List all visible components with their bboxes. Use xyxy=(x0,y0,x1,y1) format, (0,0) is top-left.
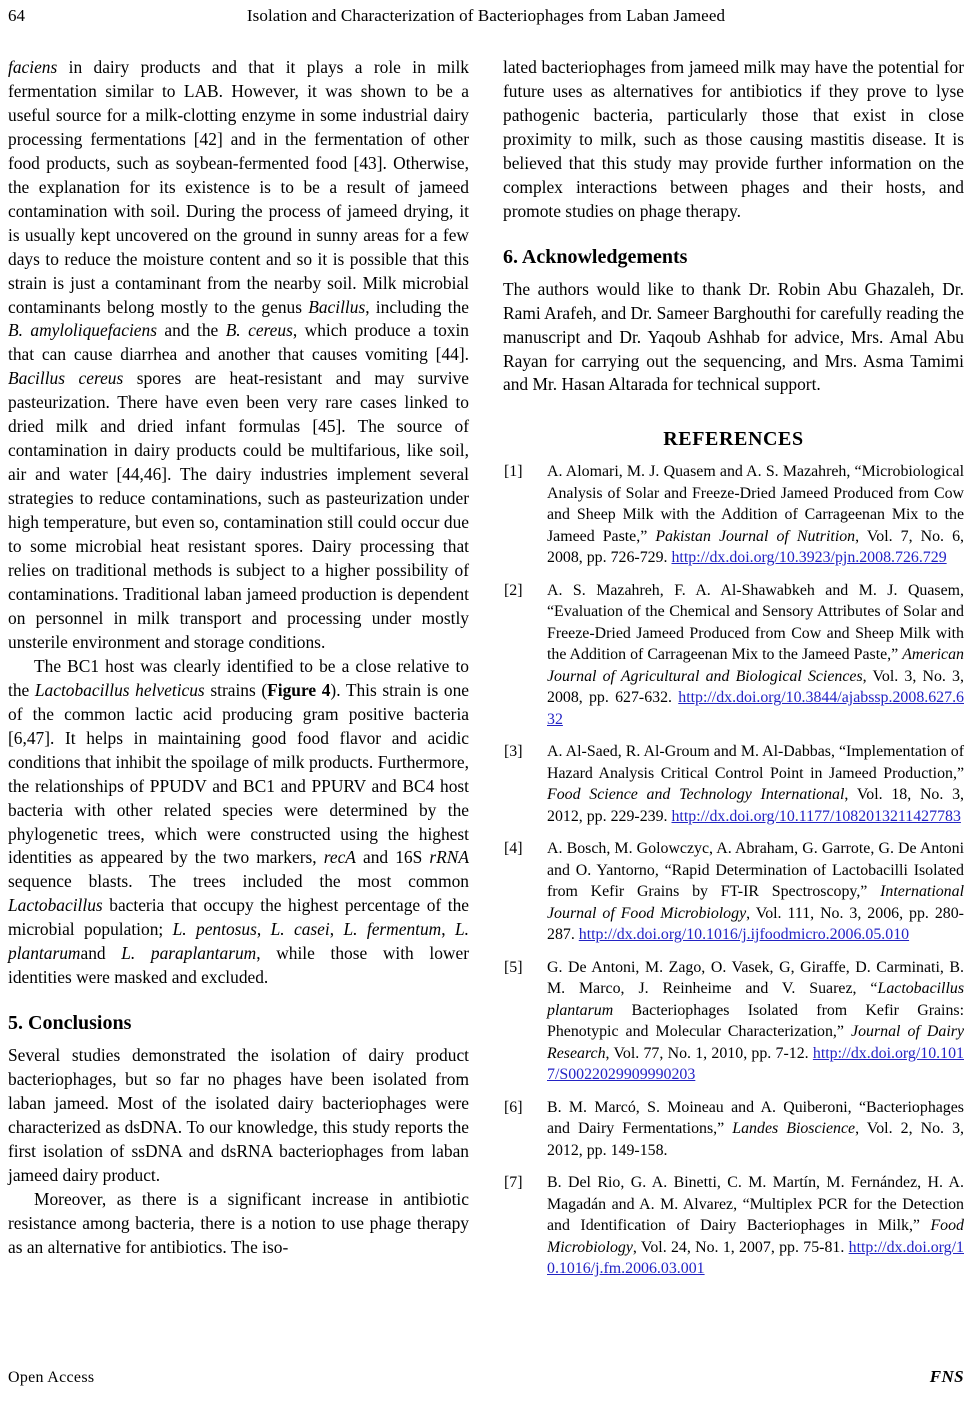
reference-text xyxy=(547,741,964,827)
reference-journal: Food Microbiology xyxy=(547,1217,964,1256)
conclusions-paragraph-2: Moreover, as there is a significant increase in antibiotic resistance among bacteria, there is a notion to use phage therapy as an alternative for antibiotics. The iso- xyxy=(8,1188,469,1257)
reference-authors: A. Al-Saed, R. Al-Groum and M. Al-Dabbas, “Implementation of Hazard Analysis Critical Control Point in Jameed Production,” xyxy=(547,743,964,782)
reference-journal: Journal of Dairy Research xyxy=(547,1023,964,1062)
reference-number: [2] xyxy=(504,581,523,599)
reference-number: [5] xyxy=(504,958,523,976)
reference-journal: American Journal of Agricultural and Biological Sciences xyxy=(547,646,964,685)
par2-run-k: , while those with lower identities were masked and excluded. xyxy=(8,943,469,988)
par1-run-c: and the xyxy=(156,320,226,341)
page-footer xyxy=(8,1367,964,1388)
reference-authors: A. Bosch, M. Golowczyc, A. Abraham, G. Garrote, G. De Antoni and O. Yantorno, “Rapid Determination of Lactobacilli Isolated from Kefir Grains by FT-IR Spectroscopy,” xyxy=(547,840,964,901)
par2-run-a: The BC1 host was clearly identified to be a close relative to the xyxy=(8,655,469,700)
reference-doi-link[interactable]: http://dx.doi.org/10.1017/S0022029909990203 xyxy=(547,1044,964,1084)
reference-doi-link[interactable]: http://dx.doi.org/10.1177/1082013211427783 xyxy=(671,807,961,825)
italic-term-bacillus-cereus: Bacillus cereus xyxy=(8,368,124,389)
reference-authors: B. Del Rio, G. A. Binetti, C. M. Martín, M. Fernández, H. A. Magadán and A. M. Alvarez, “Multiplex PCR for the Detection and Identification of Dairy Bacteriophages in Milk,” xyxy=(547,1174,964,1235)
reference-text xyxy=(547,957,964,1086)
italic-term-l-fermentum: L. fermentum xyxy=(343,919,442,940)
italic-term-l-pentosus: L. pentosus xyxy=(172,919,257,940)
reference-text xyxy=(547,838,964,946)
par2-run-j: and xyxy=(80,943,122,964)
italic-term-l-paraplantarum: L. paraplantarum xyxy=(121,943,257,964)
paragraph-bc1-host xyxy=(8,655,469,990)
reference-authors: A. S. Mazahreh, F. A. Al-Shawabkeh and M. J. Quasem, “Evaluation of the Chemical and Sensory Attributes of Solar and Freeze-Dried Jameed Produced from Cow and Sheep Milk with the Addition of Carrageenan Mix to the Jameed Paste,” xyxy=(547,581,964,664)
running-header xyxy=(8,6,964,32)
reference-text xyxy=(547,1097,964,1162)
par1-run-e: spores are heat-resistant and may survive pasteurization. There have even been very rare cases linked to dried milk and dried infant formulas [45]. The source of contamination in dairy products could be multifarious, like soil, air and water [44,46]. The dairy industries implement several strategies to reduce contaminations, such as pasteurization under high temperature, but even so, contamination still could occur due to some microbial heat resistant spores. Dairy processing that relies on traditional methods is subject to a higher possibility of contaminations. Traditional laban jameed production is dependent on personnel in milk transport and processing under mostly unsterile environment and storage conditions. xyxy=(8,368,469,652)
heading-acknowledgements: 6. Acknowledgements xyxy=(503,245,688,268)
paragraph-continued xyxy=(8,56,469,655)
reference-number: [1] xyxy=(504,463,523,481)
reference-text xyxy=(547,580,964,731)
italic-term-b-cereus: B. cereus xyxy=(225,320,293,341)
reference-citation: , Vol. 24, No. 1, 2007, pp. 75-81. xyxy=(632,1238,849,1256)
italic-term-rrna: rRNA xyxy=(429,847,469,868)
par2-run-b: strains ( xyxy=(204,679,268,700)
reference-citation: , Vol. 3, No. 3, 2008, pp. 627-632. xyxy=(547,667,964,707)
reference-journal: Landes Bioscience xyxy=(732,1120,856,1138)
reference-species-italic: Lactobacillus plantarum xyxy=(547,980,964,1019)
reference-list xyxy=(503,461,964,1280)
par2-run-g: , xyxy=(256,919,271,940)
reference-item xyxy=(503,1172,964,1280)
page-number: 64 xyxy=(8,6,25,25)
heading-conclusions: 5. Conclusions xyxy=(8,1012,132,1035)
reference-number: [4] xyxy=(504,840,523,858)
acknowledgements-paragraph: The authors would like to thank Dr. Robin Abu Ghazaleh, Dr. Rami Arafeh, and Dr. Sameer Barghouthi for carefully reading the manuscript and Dr. Yaqoub Ashhab for advice, Mrs. Amal Abu Rayan for carrying out the sequencing, and Mrs. Asma Tamimi and Mr. Hasan Altarada for technical support. xyxy=(503,278,964,395)
par1-run-b: , including the xyxy=(365,296,469,317)
reference-doi-link[interactable]: http://dx.doi.org/10.1016/j.fm.2006.03.001 xyxy=(547,1238,964,1278)
conclusions-paragraph-1: Several studies demonstrated the isolation of dairy product bacteriophages, but so far no phages have been isolated from laban jameed. Most of the isolated dairy bacteriophages were characterized as dsDNA. To our knowledge, this study reports the first isolation of ssDNA and dsRNA bacteriophages from laban jameed dairy product. xyxy=(8,1045,469,1185)
reference-citation: , Vol. 2, No. 3, 2012, pp. 149-158. xyxy=(547,1120,964,1159)
par2-run-e: sequence blasts. The trees included the most common xyxy=(8,871,469,892)
reference-doi-link[interactable]: http://dx.doi.org/10.1016/j.ijfoodmicro.2006.05.010 xyxy=(578,926,910,944)
reference-number: [3] xyxy=(504,743,523,761)
reference-item xyxy=(503,957,964,1086)
reference-item xyxy=(503,580,964,731)
italic-term-lactobacillus-helveticus: Lactobacillus helveticus xyxy=(34,679,205,700)
reference-authors-cont: Bacteriophages Isolated from Kefir Grains: Phenotypic and Molecular Characterization,” xyxy=(547,1001,964,1041)
par2-run-f: bacteria that occupy the highest percentage of the microbial population; xyxy=(8,895,469,940)
reference-authors: B. M. Marcó, S. Moineau and A. Quiberoni, “Bacteriophages and Dairy Fermentations,” xyxy=(547,1098,964,1138)
italic-term-faciens: faciens xyxy=(8,57,58,77)
par2-run-d: and 16S xyxy=(355,847,430,868)
reference-journal: Food Science and Technology International xyxy=(547,786,845,804)
reference-item xyxy=(503,1097,964,1162)
reference-journal: Pakistan Journal of Nutrition xyxy=(655,527,856,545)
reference-doi-link[interactable]: http://dx.doi.org/10.3923/pjn.2008.726.729 xyxy=(671,549,947,567)
reference-item xyxy=(503,741,964,827)
italic-term-lactobacillus: Lactobacillus xyxy=(8,895,103,916)
par1-run-d: , which produce a toxin that can cause diarrhea and another that causes vomiting [44]. xyxy=(8,320,469,365)
reference-number: [6] xyxy=(504,1098,523,1116)
par1-run-a: in dairy products and that it plays a role in milk fermentation similar to LAB. However, it was shown to be a useful source for a milk-clotting enzyme in some industrial dairy processing fermentations [42] and in the fermentation of other food products, such as soybean-fermented food [43]. Otherwise, the explanation for its existence is to be a result of jameed contamination with soil. During the process of jameed drying, it is usually kept uncovered on the ground in sunny areas for a few days to reduce the moisture content and so it is possible that this strain is just a contaminant from the nearby soil. Milk microbial contaminants belong mostly to the genus xyxy=(8,57,469,317)
journal-abbreviation: FNS xyxy=(929,1367,964,1386)
par2-run-i: , xyxy=(441,919,455,940)
italic-term-l-casei: L. casei xyxy=(270,919,330,940)
italic-term-b-amyloliquefaciens: B. amyloliquefaciens xyxy=(8,320,157,341)
par2-run-c: ). This strain is one of the common lactic acid producing gram positive bacteria [6,47]. It helps in maintaining good food flavor and acidic conditions that inhibit the spoilage of milk products. Furthermore, the relationships of PPUDV and BC1 and PPURV and BC4 host bacteria with other related species were determined by the phylogenetic trees, which were constructed using the highest identities as appeared by the two markers, xyxy=(8,679,469,868)
reference-citation: , Vol. 77, No. 1, 2010, pp. 7-12. xyxy=(605,1044,813,1062)
left-column xyxy=(8,56,469,1341)
right-column xyxy=(503,56,964,1341)
reference-authors: A. Alomari, M. J. Quasem and A. S. Mazahreh, “Microbiological Analysis of Solar and Freeze-Dried Jameed Produced from Cow and Sheep Milk with the Addition of Carrageenan Mix to the Jameed Paste,” xyxy=(547,463,964,545)
reference-text xyxy=(547,461,964,569)
heading-references: REFERENCES xyxy=(663,428,804,451)
reference-citation: , Vol. 18, No. 3, 2012, pp. 229-239. xyxy=(547,786,964,825)
reference-number: [7] xyxy=(504,1174,523,1192)
conclusions-paragraph-continued: lated bacteriophages from jameed milk may have the potential for future uses as alternatives for antibiotics if they prove to lyse pathogenic bacteria, particularly those that exist in close proximity to milk, such as those causing mastitis disease. It is believed that this study may provide further information on the complex interactions between phages and their hosts, and promote studies on phage therapy. xyxy=(503,57,964,221)
reference-item xyxy=(503,461,964,569)
reference-journal: International Journal of Food Microbiology xyxy=(547,883,964,922)
italic-term-reca: recA xyxy=(323,847,356,868)
figure-reference: Figure 4 xyxy=(267,679,331,700)
two-column-body xyxy=(8,56,964,1341)
par2-run-h: , xyxy=(329,919,344,940)
reference-item xyxy=(503,838,964,946)
reference-citation: , Vol. 111, No. 3, 2006, pp. 280-287. xyxy=(547,904,964,944)
reference-text xyxy=(547,1172,964,1280)
reference-doi-link[interactable]: http://dx.doi.org/10.3844/ajabssp.2008.627.632 xyxy=(547,689,964,728)
reference-citation: , Vol. 7, No. 6, 2008, pp. 726-729. xyxy=(547,527,964,567)
reference-authors: G. De Antoni, M. Zago, O. Vasek, G, Giraffe, D. Carminati, B. M. Marco, J. Reinheime and V. Suarez, “ xyxy=(547,958,964,998)
italic-term-bacillus: Bacillus xyxy=(308,296,366,317)
italic-term-l-plantarum: L. plantarum xyxy=(8,919,470,964)
running-title: Isolation and Characterization of Bacteriophages from Laban Jameed xyxy=(246,6,726,25)
open-access-label: Open Access xyxy=(8,1369,95,1386)
